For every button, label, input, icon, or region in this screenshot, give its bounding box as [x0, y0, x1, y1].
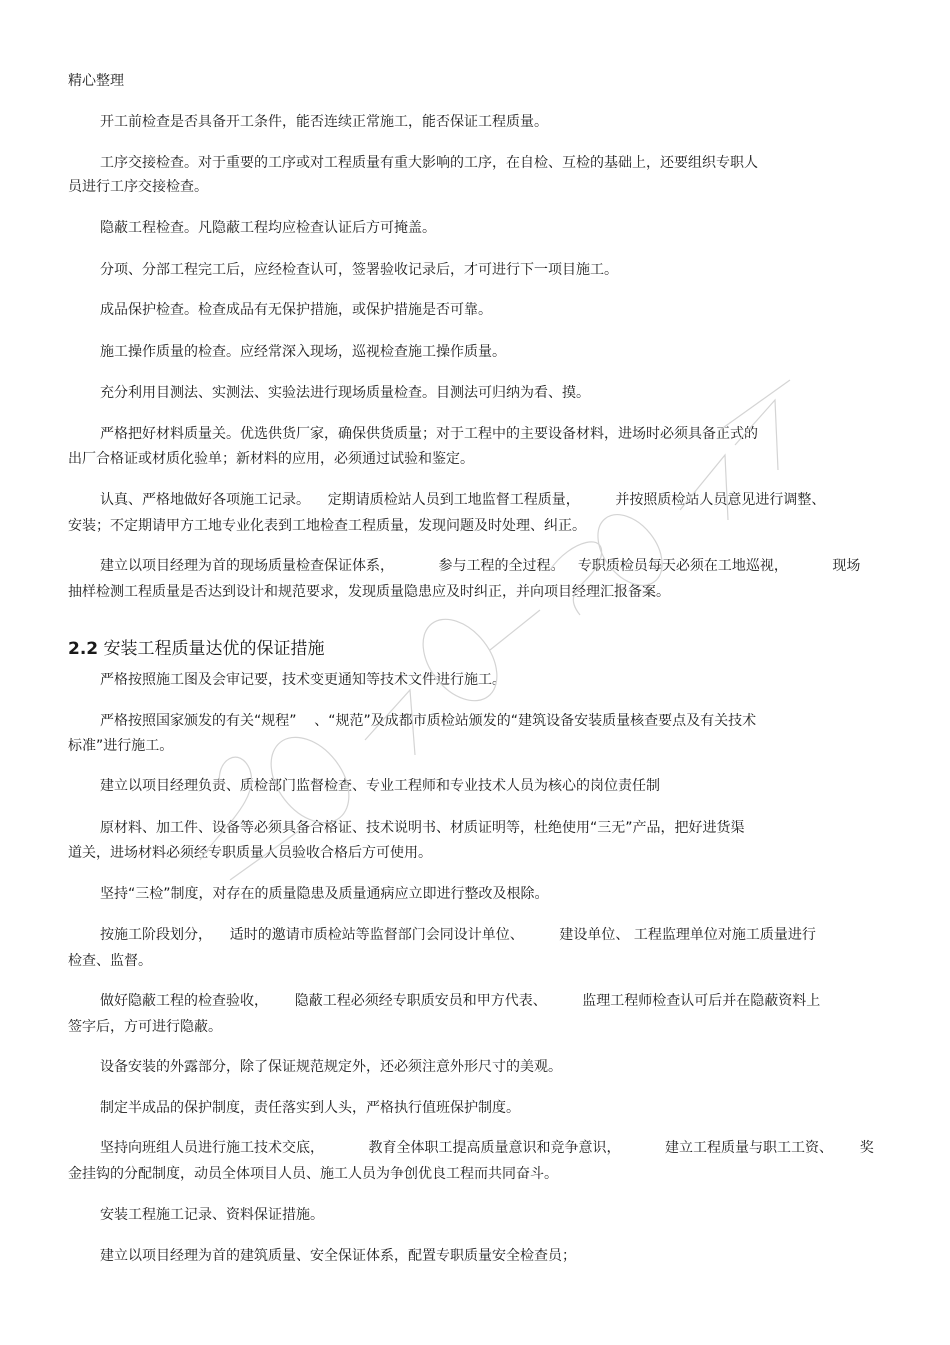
paragraph-line: 员进行工序交接检查。 — [68, 179, 208, 195]
paragraph-line: 开工前检查是否具备开工条件，能否连续正常施工，能否保证工程质量。 — [100, 114, 548, 130]
section-number: 2.2 — [68, 639, 99, 659]
paragraph-line: 隐蔽工程检查。凡隐蔽工程均应检查认证后方可掩盖。 — [100, 220, 436, 236]
paragraph-line: 建立以项目经理为首的现场质量检查保证体系， 参与工程的全过程。 专职质检员每天必须在工地巡视， 现场 — [100, 558, 861, 574]
section-title: 安装工程质量达优的保证措施 — [98, 639, 325, 659]
paragraph-line: 金挂钩的分配制度，动员全体项目人员、施工人员为争创优良工程而共同奋斗。 — [68, 1166, 558, 1182]
paragraph-line: 出厂合格证或材质化验单；新材料的应用，必须通过试验和鉴定。 — [68, 451, 474, 467]
paragraph-line: 按施工阶段划分， 适时的邀请市质检站等监督部门会同设计单位、 建设单位、 工程监理单位对施工质量进行 — [100, 927, 816, 943]
section-heading — [68, 634, 325, 659]
paragraph-line: 建立以项目经理负责、质检部门监督检查、专业工程师和专业技术人员为核心的岗位责任制 — [100, 778, 660, 794]
paragraph-line: 充分利用目测法、实测法、实验法进行现场质量检查。目测法可归纳为看、摸。 — [100, 385, 590, 401]
paragraph-line: 安装工程施工记录、资料保证措施。 — [100, 1207, 324, 1223]
paragraph-line: 原材料、加工件、设备等必须具备合格证、技术说明书、材质证明等，杜绝使用“三无”产品，把好进货渠 — [100, 820, 745, 836]
paragraph-line: 严格把好材料质量关。优选供货厂家，确保供货质量；对于工程中的主要设备材料，进场时必须具备正式的 — [100, 426, 758, 442]
paragraph-line: 签字后，方可进行隐蔽。 — [68, 1019, 222, 1035]
paragraph-line: 制定半成品的保护制度，责任落实到人头，严格执行值班保护制度。 — [100, 1100, 520, 1116]
paragraph-line: 工序交接检查。对于重要的工序或对工程质量有重大影响的工序，在自检、互检的基础上，还要组织专职人 — [100, 155, 758, 171]
paragraph-line: 检查、监督。 — [68, 953, 152, 969]
paragraph-line: 成品保护检查。检查成品有无保护措施，或保护措施是否可靠。 — [100, 302, 492, 318]
paragraph-line: 坚持向班组人员进行施工技术交底， 教育全体职工提高质量意识和竞争意识， 建立工程质量与职工工资、 奖 — [100, 1140, 874, 1156]
paragraph-line: 安装；不定期请甲方工地专业化表到工地检查工程质量，发现问题及时处理、纠正。 — [68, 518, 586, 534]
paragraph-line: 做好隐蔽工程的检查验收， 隐蔽工程必须经专职质安员和甲方代表、 监理工程师检查认可后并在隐蔽资料上 — [100, 993, 821, 1009]
paragraph-line: 严格按照施工图及会审记要，技术变更通知等技术文件进行施工。 — [100, 672, 506, 688]
paragraph-line: 道关，进场材料必须经专职质量人员验收合格后方可使用。 — [68, 845, 432, 861]
paragraph-line: 抽样检测工程质量是否达到设计和规范要求，发现质量隐患应及时纠正，并向项目经理汇报备案。 — [68, 584, 670, 600]
paragraph-line: 分项、分部工程完工后，应经检查认可，签署验收记录后，才可进行下一项目施工。 — [100, 262, 618, 278]
page-header: 精心整理 — [68, 73, 124, 89]
paragraph-line: 设备安装的外露部分，除了保证规范规定外，还必须注意外形尺寸的美观。 — [100, 1059, 562, 1075]
paragraph-line: 严格按照国家颁发的有关“规程” 、“规范”及成都市质检站颁发的“建筑设备安装质量核查要点及有关技术 — [100, 713, 757, 729]
paragraph-line: 标准”进行施工。 — [68, 738, 174, 754]
paragraph-line: 施工操作质量的检查。应经常深入现场，巡视检查施工操作质量。 — [100, 344, 506, 360]
paragraph-line: 坚持“三检”制度，对存在的质量隐患及质量通病应立即进行整改及根除。 — [100, 886, 549, 902]
paragraph-line: 认真、严格地做好各项施工记录。 定期请质检站人员到工地监督工程质量， 并按照质检站人员意见进行调整、 — [100, 492, 826, 508]
paragraph-line: 建立以项目经理为首的建筑质量、安全保证体系，配置专职质量安全检查员； — [100, 1248, 576, 1264]
